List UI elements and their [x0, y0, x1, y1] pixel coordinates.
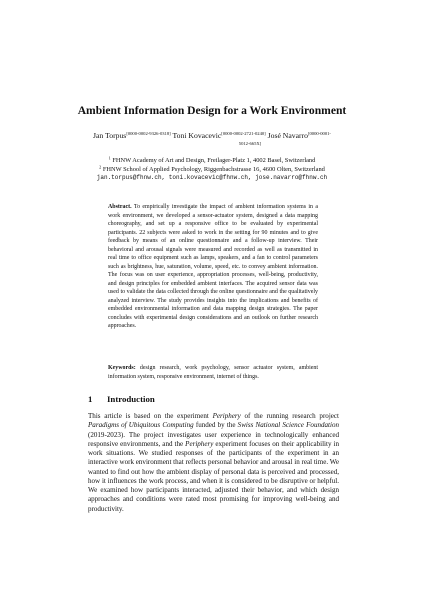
orcid-id-continuation: 5012-665X]	[238, 141, 262, 146]
author-name: José Navarro	[267, 131, 308, 140]
orcid-id: [0000-0002-9326-0318]	[126, 131, 171, 136]
section-title: Introduction	[107, 394, 155, 404]
orcid-continuation-line	[0, 141, 424, 147]
italic-term: Periphery	[185, 439, 214, 448]
author-line	[0, 131, 424, 141]
abstract-label: Abstract.	[108, 204, 132, 210]
orcid-id: [0000-0001-	[307, 131, 331, 136]
affiliation-1: $^1$ FHNW Academy of Art and Design, Freilager-Platz 1, 4002 Basel, Switzerland	[108, 155, 316, 164]
abstract	[108, 203, 318, 331]
author-name: Jan Torpus	[93, 131, 127, 140]
italic-term: Periphery	[212, 412, 241, 420]
affiliation-marker: 2	[99, 164, 102, 170]
abstract-text: To empirically investigate the impact of ambient information systems in a work environment, we developed a sensor-actuator system, designed a data mapping choreography, and set up a responsive office to be evaluated by experimental participants. 22 subjects were asked to work in the setting for 90 minutes and to give feedback by means of an online questionnaire and a follow-up interview. Their behavioral and arousal signals were measured and recorded as well as transmitted in real time to office equipment such as lamps, speakers, and a fan to control parameters such as brightness, hue, saturation, volume, speed, etc. to convey ambient information. The focus was on user experience, appropriation processes, well-being, productivity, and design principles for embedded ambient interfaces. The acquired sensor data was used to validate the data collected through the online questionnaire and the qualitatively analyzed interview. The study provides insights into the implications and benefits of embedded environmental information and data mapping design strategies. The paper concludes with experimental design considerations and an outlook on further research approaches.	[108, 204, 318, 329]
orcid-id: [0000-0002-2721-0240]	[221, 131, 266, 136]
keywords	[108, 364, 318, 381]
italic-term: Swiss National Science Foundation	[237, 421, 339, 430]
introduction-paragraph: This article is based on the experiment Periphery of the running research project Paradigms of Ubiquitous Computing funded by the Swiss National Science Foundation (2019-2023). The project investigates user experience in technologically enhanced responsive environments, and the Periphery experiment focuses on their applicability in work situations. We studied responses of the participants of the experiment in an interactive work environment that reflects personal behavior and arousal in real time. We wanted to find out how the ambient display of personal data is perceived and processed, how it influences the work process, and when it is considered to be disruptive or helpful. We examined how participants interacted, adjusted their behavior, and which design approaches and conditions were rated most promising for improving well-being and productivity.	[88, 412, 339, 513]
keywords-label: Keywords:	[108, 365, 136, 371]
author-emails: jan.torpus@fhnw.ch, toni.kovacevic@fhnw.ch, jose.navarro@fhnw.ch	[96, 174, 328, 182]
section-number: 1	[88, 394, 93, 404]
paper-title: Ambient Information Design for a Work Environment	[77, 104, 347, 117]
affiliations	[0, 157, 424, 183]
italic-term: Paradigms of Ubiquitous Computing	[88, 421, 194, 430]
section-heading	[88, 394, 155, 404]
keywords-text: design research, work psychology, sensor actuator system, ambient information system, responsive environment, internet of things.	[108, 365, 318, 380]
affiliation-2: $^2$ FHNW School of Applied Psychology, Riggenbachstrasse 16, 4600 Olten, Switzerland	[99, 164, 325, 173]
affiliation-marker: 1	[108, 155, 111, 161]
author-name: Toni Kovacevic	[172, 131, 222, 140]
